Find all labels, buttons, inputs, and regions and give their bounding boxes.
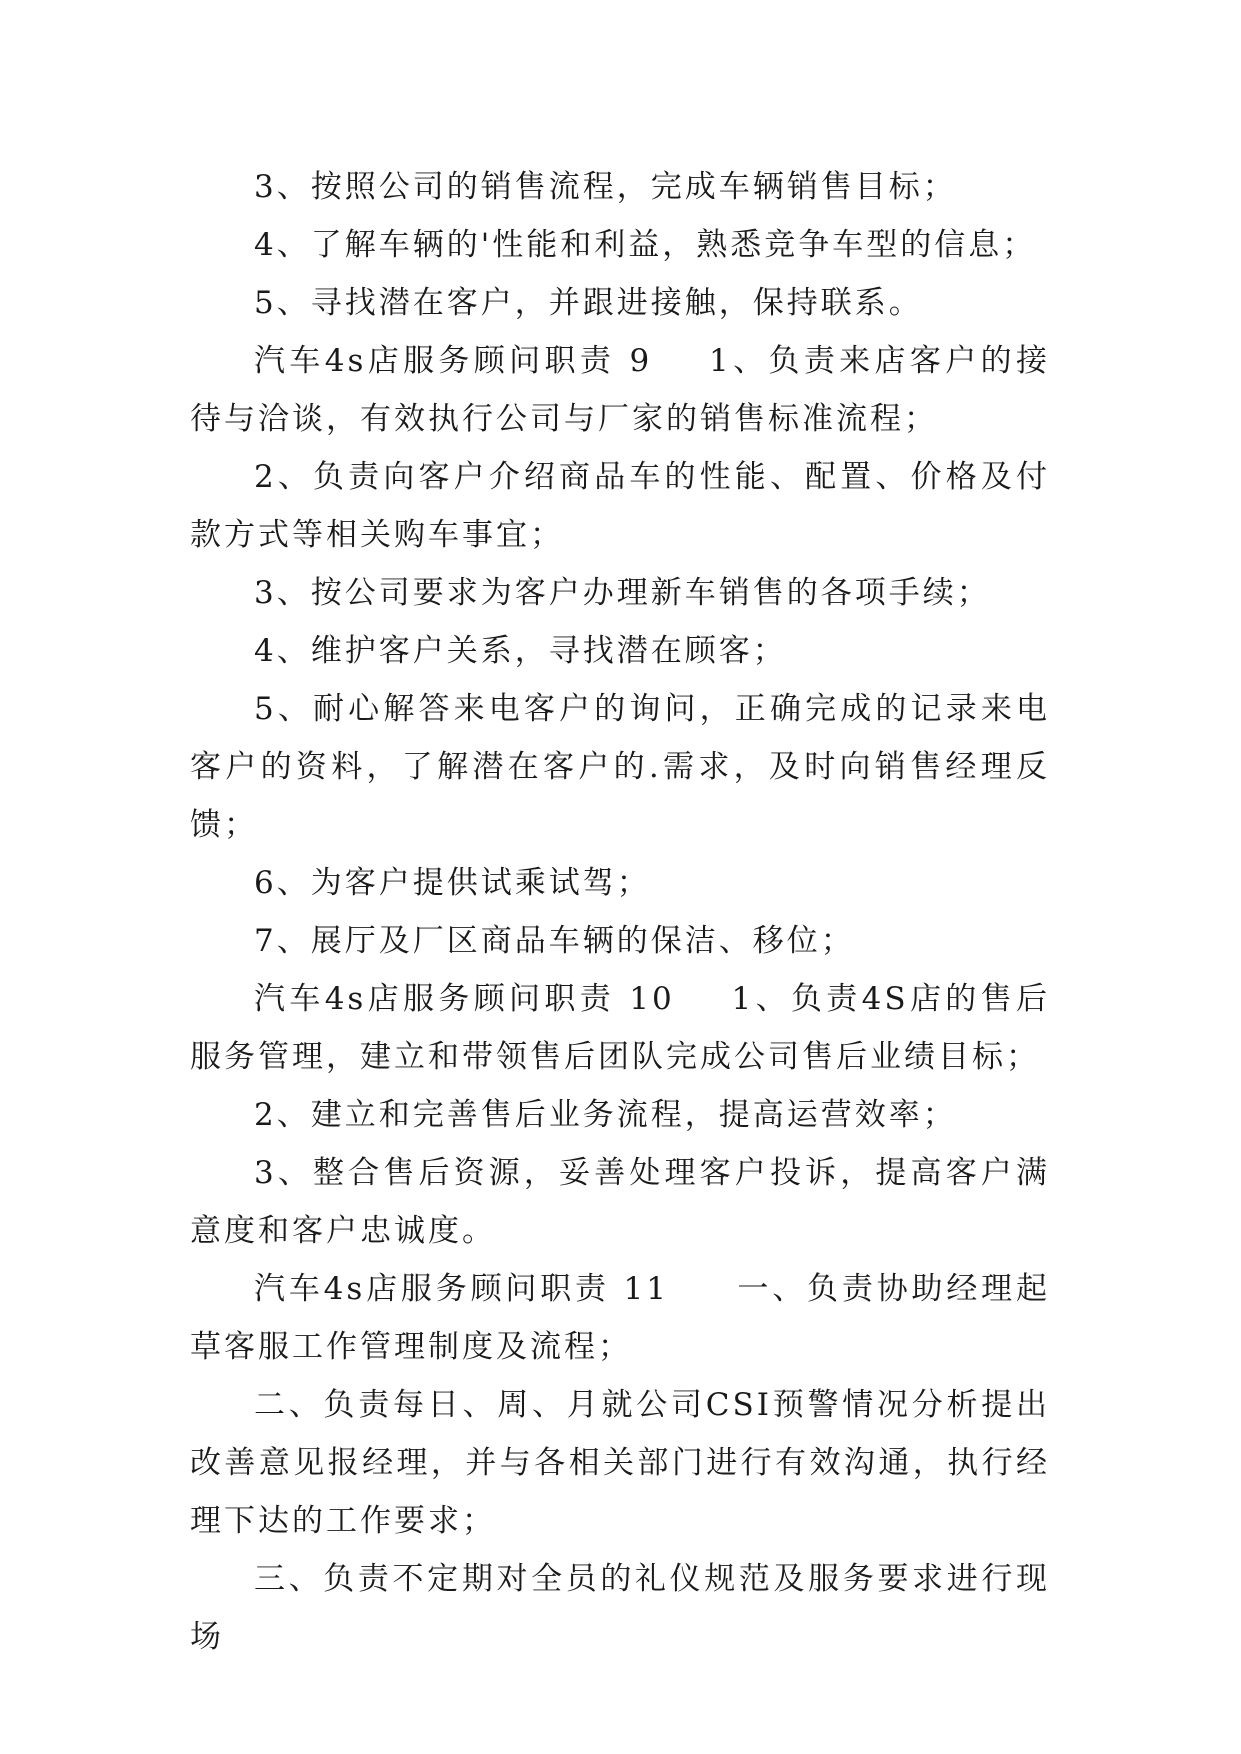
- paragraph: 4、维护客户关系，寻找潜在顾客；: [254, 633, 787, 669]
- paragraph: 汽车4s店服务顾问职责 11 一、负责协助经理起草客服工作管理制度及流程；: [190, 1271, 1050, 1365]
- paragraph: 5、耐心解答来电客户的询问，正确完成的记录来电客户的资料，了解潜在客户的.需求，及时向销售经理反馈；: [190, 691, 1050, 843]
- paragraph: 2、建立和完善售后业务流程，提高运营效率；: [254, 1097, 957, 1133]
- paragraph: 4、了解车辆的'性能和利益，熟悉竞争车型的信息；: [254, 227, 1037, 263]
- document-body: [190, 158, 1050, 1666]
- paragraph: 汽车4s店服务顾问职责 9 1、负责来店客户的接待与洽谈，有效执行公司与厂家的销售标准流程；: [190, 343, 1050, 437]
- paragraph: 5、寻找潜在客户，并跟进接触，保持联系。: [254, 285, 923, 321]
- paragraph: 3、按照公司的销售流程，完成车辆销售目标；: [254, 169, 957, 205]
- paragraph: 二、负责每日、周、月就公司CSI预警情况分析提出改善意见报经理，并与各相关部门进行有效沟通，执行经理下达的工作要求；: [190, 1387, 1050, 1539]
- paragraph: 三、负责不定期对全员的礼仪规范及服务要求进行现场: [190, 1561, 1050, 1655]
- paragraph: 6、为客户提供试乘试驾；: [254, 865, 651, 901]
- paragraph: 2、负责向客户介绍商品车的性能、配置、价格及付款方式等相关购车事宜；: [190, 459, 1050, 553]
- paragraph: 3、整合售后资源，妥善处理客户投诉，提高客户满意度和客户忠诚度。: [190, 1155, 1050, 1249]
- paragraph: 7、展厅及厂区商品车辆的保洁、移位；: [254, 923, 855, 959]
- paragraph: 汽车4s店服务顾问职责 10 1、负责4S店的售后服务管理，建立和带领售后团队完成公司售后业绩目标；: [190, 981, 1050, 1075]
- paragraph: 3、按公司要求为客户办理新车销售的各项手续；: [254, 575, 991, 611]
